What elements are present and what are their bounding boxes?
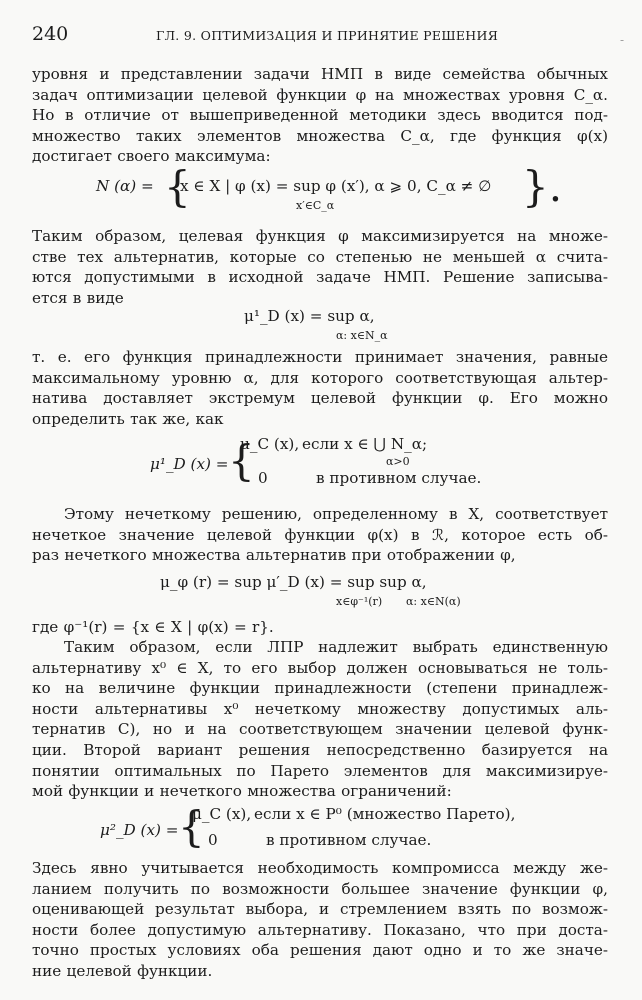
text-line: Но в отличие от вышеприведенной методики здесь вводится под- [32, 106, 608, 125]
formula-open-brace: { [178, 802, 205, 851]
text-line: ности более допустимую альтернативу. Показано, что при доста- [32, 920, 608, 939]
running-title: ГЛ. 9. ОПТИМИЗАЦИЯ И ПРИНЯТИЕ РЕШЕНИЯ [156, 28, 499, 43]
formula-subscript: x′∈C_α [296, 199, 335, 212]
formula-lhs: N (α) = [96, 177, 154, 195]
paragraph-6 [32, 637, 608, 802]
formula-n-alpha [96, 162, 566, 218]
text-line: ко на величине функции принадлежности (степени принадлеж- [32, 679, 608, 698]
text-line: множество таких элементов множества C_α, где функция φ(x) [32, 126, 608, 145]
corner-mark: - [620, 33, 625, 47]
formula-body: x ∈ X | φ (x) = sup φ (x′), α ⩾ 0, C_α ≠ ∅ [180, 177, 492, 195]
formula-subscript-1: x∈φ⁻¹(r) [336, 595, 383, 608]
text-line: Здесь явно учитывается необходимость компромисса между же- [32, 859, 608, 877]
formula-mu-d-1 [244, 306, 444, 344]
formula-expr: μ_φ (r) = sup μ′_D (x) = sup sup α, [160, 573, 427, 591]
formula-expr: μ¹_D (x) = sup α, [244, 307, 375, 325]
formula-mu-phi [160, 572, 490, 612]
paragraph-1 [32, 64, 608, 167]
case-1-value: μ_C (x), [240, 435, 300, 453]
text-line: ности альтернативы x⁰ нечеткому множеству допустимых аль- [32, 699, 608, 718]
formula-open-brace: { [228, 436, 255, 485]
formula-subscript: α: x∈N_α [336, 329, 388, 342]
text-line: где φ⁻¹(r) = {x ∈ X | φ(x) = r}. [32, 618, 274, 636]
text-line: стве тех альтернатив, которые со степенью не меньшей α счита- [32, 247, 608, 266]
page-number: 240 [32, 23, 69, 45]
text-line: Таким образом, целевая функция φ максимизируется на множе- [32, 227, 608, 245]
formula-subscript-2: α: x∈N(α) [406, 595, 461, 608]
case-1-condition: если x ∈ P⁰ (множество Парето), [254, 805, 516, 823]
text-line: ланием получить по возможности большее значение функции φ, [32, 879, 608, 898]
text-line: тернатив C), но и на соответствующем значении целевой функ- [32, 720, 608, 739]
text-line: Таким образом, если ЛПР надлежит выбрать единственную [64, 638, 608, 656]
formula-lhs: μ¹_D (x) = [150, 455, 229, 473]
text-line: определить так же, как [32, 409, 224, 428]
case-2-condition: в противном случае. [266, 831, 432, 849]
text-line: альтернативу x⁰ ∈ X, то его выбор должен основываться не толь- [32, 658, 608, 677]
case-2-value: 0 [258, 469, 268, 487]
case-1-value: μ_C (x), [192, 805, 252, 823]
text-line: т. е. его функция принадлежности принимает значения, равные [32, 348, 608, 366]
text-line: понятии оптимальных по Парето элементов для максимизируе- [32, 761, 608, 780]
formula-open-brace: { [164, 162, 191, 211]
text-line: максимальному уровню α, для которого соответствующая альтер- [32, 368, 608, 387]
page-header [32, 23, 625, 48]
text-line: ются допустимыми в исходной задаче НМП. Решение записыва- [32, 268, 608, 287]
text-line: нечеткое значение целевой функции φ(x) в ℛ, которое есть об- [32, 525, 608, 544]
formula-lhs: μ²_D (x) = [100, 821, 179, 839]
formula-mu-d-1-cases [150, 434, 530, 494]
text-line: мой функции и нечеткого множества ограничений: [32, 782, 452, 801]
paragraph-7 [32, 858, 608, 982]
paragraph-5 [32, 617, 608, 638]
text-line: натива доставляет экстремум целевой функции φ. Его можно [32, 389, 608, 408]
case-1-subscript: α>0 [386, 455, 410, 468]
case-2-condition: в противном случае. [316, 469, 482, 487]
case-2-value: 0 [208, 831, 218, 849]
text-line: задач оптимизации целевой функции φ на множествах уровня C_α. [32, 85, 608, 104]
text-line: оценивающей результат выбора, и стремлением взять по возмож- [32, 900, 608, 919]
text-line: уровня и представлении задачи НМП в виде семейства обычных [32, 65, 608, 83]
paragraph-3 [32, 347, 608, 429]
paragraph-4 [32, 504, 608, 566]
case-1-condition: если x ∈ ⋃ N_α; [302, 435, 428, 453]
text-line: ется в виде [32, 288, 124, 307]
paragraph-2 [32, 226, 608, 308]
text-line: достигает своего максимума: [32, 147, 271, 166]
text-line: ние целевой функции. [32, 961, 213, 980]
formula-mu-d-2-cases [100, 804, 560, 856]
text-line: точно простых условиях оба решения дают одно и то же значе- [32, 941, 608, 960]
formula-close-brace: }. [522, 162, 563, 211]
text-line: Этому нечеткому решению, определенному в X, соответствует [64, 505, 608, 523]
text-line: раз нечеткого множества альтернатив при отображении φ, [32, 546, 516, 565]
text-line: ции. Второй вариант решения непосредственно базируется на [32, 740, 608, 759]
